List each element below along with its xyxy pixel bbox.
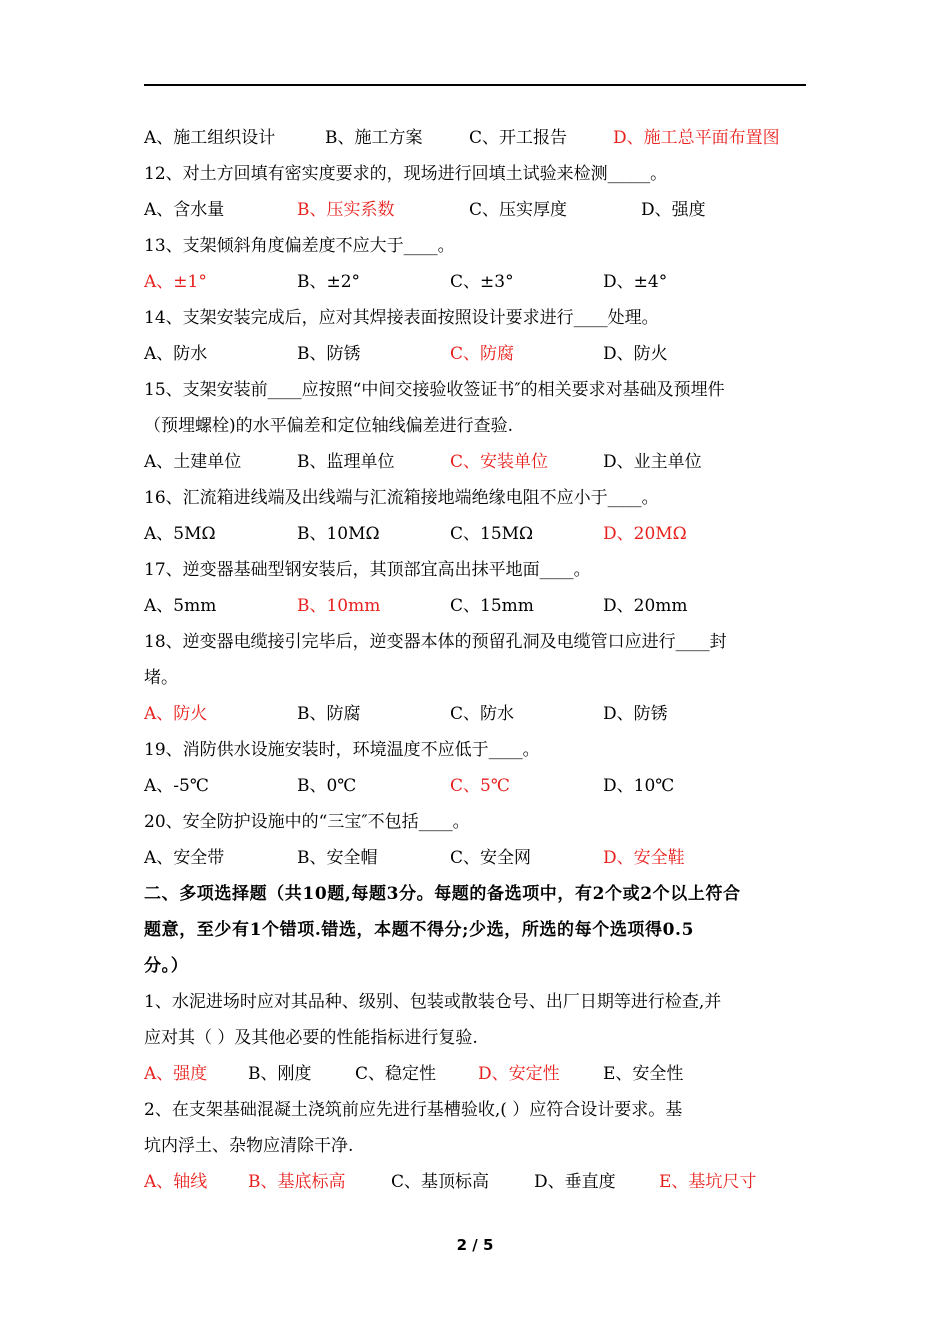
- option-correct: A、防火: [144, 704, 208, 724]
- option: A、防水: [144, 344, 208, 364]
- option: C、安全网: [450, 848, 532, 868]
- question-text: 15、支架安装前____应按照“中间交接验收签证书″的相关要求对基础及预埋件: [144, 380, 725, 400]
- question-text: 坑内浮土、杂物应清除干净.: [144, 1136, 354, 1156]
- option: B、监理单位: [297, 452, 395, 472]
- option: D、20mm: [603, 596, 688, 616]
- header-rule: [144, 84, 806, 86]
- question-text: 13、支架倾斜角度偏差度不应大于____。: [144, 236, 455, 256]
- option-correct: D、20MΩ: [603, 524, 687, 544]
- option-correct: C、防腐: [450, 344, 515, 364]
- question-text: 1、水泥进场时应对其品种、级别、包装或散装仓号、出厂日期等进行检查,并: [144, 992, 722, 1012]
- option: B、防腐: [297, 704, 361, 724]
- option-correct: C、5℃: [450, 776, 510, 796]
- question-text: 20、安全防护设施中的“三宝″不包括____。: [144, 812, 470, 832]
- section-heading: 分。）: [144, 956, 189, 976]
- option: E、安全性: [603, 1064, 684, 1084]
- option: A、含水量: [144, 200, 225, 220]
- question-text: 2、在支架基础混凝土浇筑前应先进行基槽验收,( ）应符合设计要求。基: [144, 1100, 683, 1120]
- option-row: [144, 192, 809, 228]
- option: C、压实厚度: [469, 200, 568, 220]
- option: C、15MΩ: [450, 524, 534, 544]
- option: B、安全帽: [297, 848, 378, 868]
- option-correct: B、10mm: [297, 596, 381, 616]
- option-row: [144, 1164, 809, 1200]
- option-row: [144, 264, 809, 300]
- option: C、稳定性: [355, 1064, 437, 1084]
- option: A、安全带: [144, 848, 225, 868]
- option: D、±4°: [603, 272, 668, 292]
- question-text: 12、对土方回填有密实度要求的，现场进行回填土试验来检测_____。: [144, 164, 668, 184]
- option-correct: A、±1°: [144, 272, 207, 292]
- option: A、5mm: [144, 596, 217, 616]
- option-row: [144, 1056, 809, 1092]
- option: A、施工组织设计: [144, 128, 276, 148]
- option-correct: A、强度: [144, 1064, 208, 1084]
- question-text: 14、支架安装完成后，应对其焊接表面按照设计要求进行____处理。: [144, 308, 659, 328]
- option-row: [144, 696, 809, 732]
- question-text: 16、汇流箱进线端及出线端与汇流箱接地端绝缘电阻不应小于____。: [144, 488, 659, 508]
- option: C、±3°: [450, 272, 514, 292]
- question-text: 堵。: [144, 668, 178, 688]
- option-row: [144, 120, 809, 156]
- option: C、防水: [450, 704, 515, 724]
- option: B、防锈: [297, 344, 361, 364]
- option-correct: D、安全鞋: [603, 848, 685, 868]
- section-heading: 题意，至少有1个错项.错选，本题不得分;少选，所选的每个选项得0.5: [144, 920, 694, 940]
- option: B、刚度: [248, 1064, 312, 1084]
- option: B、10MΩ: [297, 524, 380, 544]
- option-correct: E、基坑尺寸: [659, 1172, 757, 1192]
- option-row: [144, 840, 809, 876]
- option: C、基顶标高: [391, 1172, 490, 1192]
- option: A、5MΩ: [144, 524, 216, 544]
- question-text: 18、逆变器电缆接引完毕后，逆变器本体的预留孔洞及电缆管口应进行____封: [144, 632, 727, 652]
- option: C、开工报告: [469, 128, 568, 148]
- option: D、垂直度: [534, 1172, 616, 1192]
- option-row: [144, 336, 809, 372]
- option: A、土建单位: [144, 452, 242, 472]
- option-correct: D、安定性: [478, 1064, 560, 1084]
- question-text: 19、消防供水设施安装时，环境温度不应低于____。: [144, 740, 540, 760]
- option: B、0℃: [297, 776, 357, 796]
- page-number: 2 / 5: [456, 1236, 494, 1254]
- exam-content: [144, 120, 809, 1200]
- question-text: （预埋螺栓)的水平偏差和定位轴线偏差进行查验.: [144, 416, 514, 436]
- option: B、±2°: [297, 272, 361, 292]
- option-row: [144, 588, 809, 624]
- question-text: 应对其（ ）及其他必要的性能指标进行复验.: [144, 1028, 478, 1048]
- question-text: 17、逆变器基础型钢安装后，其顶部宜高出抹平地面____。: [144, 560, 591, 580]
- option: C、15mm: [450, 596, 534, 616]
- option-correct: A、轴线: [144, 1172, 208, 1192]
- option-row: [144, 444, 809, 480]
- option: B、施工方案: [325, 128, 423, 148]
- option: D、防火: [603, 344, 668, 364]
- option-row: [144, 516, 809, 552]
- option-correct: B、压实系数: [297, 200, 395, 220]
- option: D、强度: [641, 200, 706, 220]
- option-row: [144, 768, 809, 804]
- section-heading: 二、多项选择题（共10题,每题3分。每题的备选项中，有2个或2个以上符合: [144, 884, 741, 904]
- option: D、防锈: [603, 704, 668, 724]
- option-correct: D、施工总平面布置图: [613, 128, 780, 148]
- option-correct: B、基底标高: [248, 1172, 346, 1192]
- option: A、-5℃: [144, 776, 209, 796]
- option: D、业主单位: [603, 452, 702, 472]
- option-correct: C、安装单位: [450, 452, 549, 472]
- option: D、10℃: [603, 776, 675, 796]
